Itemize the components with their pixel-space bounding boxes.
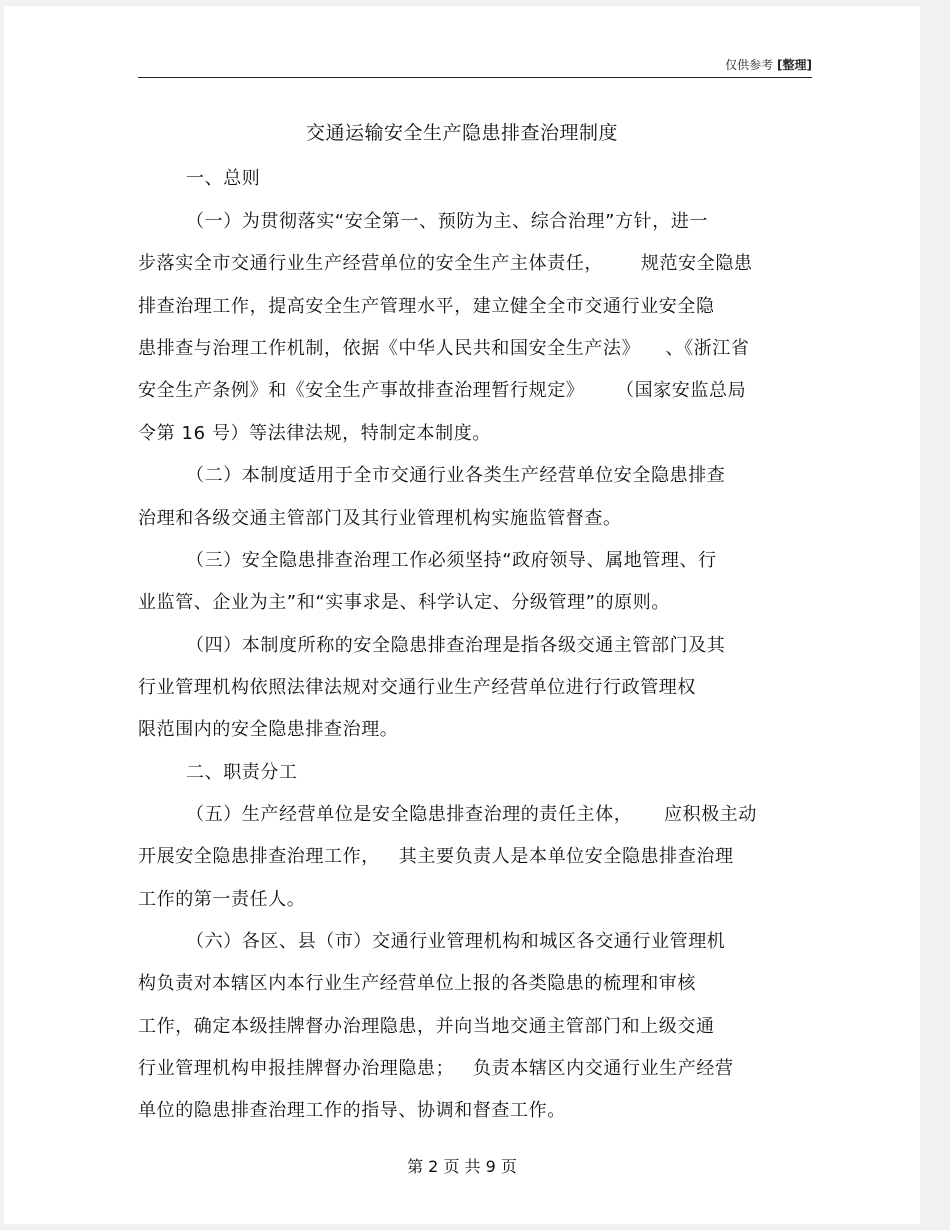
section-heading-general: 一、总则 (186, 168, 261, 189)
paragraph-line: 令第 16 号）等法律法规，特制定本制度。 (138, 423, 491, 444)
section-heading-duties: 二、职责分工 (186, 762, 298, 783)
paragraph-line: 工作，确定本级挂牌督办治理隐患，并向当地交通主管部门和上级交通 (138, 1016, 715, 1037)
paragraph-line: （四）本制度所称的安全隐患排查治理是指各级交通主管部门及其 (186, 635, 726, 656)
paragraph-line: 排查治理工作，提高安全生产管理水平，建立健全全市交通行业安全隐 (138, 296, 715, 317)
paragraph-line: 行业管理机构依照法律法规对交通行业生产经营单位进行行政管理权 (138, 677, 696, 698)
paragraph-line: （三）安全隐患排查治理工作必须坚持“政府领导、属地管理、行 (186, 550, 717, 571)
document-title: 交通运输安全生产隐患排查治理制度 (305, 122, 618, 144)
paragraph-line: （一）为贯彻落实“安全第一、预防为主、综合治理”方针，进一 (186, 211, 709, 232)
paragraph-line: （二）本制度适用于全市交通行业各类生产经营单位安全隐患排查 (186, 465, 726, 486)
paragraph-line: 步落实全市交通行业生产经营单位的安全生产主体责任， 规范安全隐患 (138, 253, 753, 274)
page-number-footer: 第 2 页 共 9 页 (407, 1157, 517, 1176)
paragraph-line: 构负责对本辖区内本行业生产经营单位上报的各类隐患的梳理和审核 (138, 973, 696, 994)
paragraph-line: 业监管、企业为主”和“实事求是、科学认定、分级管理”的原则。 (138, 592, 670, 613)
paragraph-line: 治理和各级交通主管部门及其行业管理机构实施监管督查。 (138, 508, 622, 529)
paragraph-line: 开展安全隐患排查治理工作， 其主要负责人是本单位安全隐患排查治理 (138, 846, 734, 867)
paragraph-line: （六）各区、县（市）交通行业管理机构和城区各交通行业管理机 (186, 931, 726, 952)
paragraph-line: 工作的第一责任人。 (138, 889, 306, 910)
header-bracket-label: [整理] (777, 58, 812, 72)
header-note (725, 56, 812, 73)
paragraph-line: 单位的隐患排查治理工作的指导、协调和督查工作。 (138, 1100, 566, 1121)
paragraph-line: 安全生产条例》和《安全生产事故排查治理暂行规定》 （国家安监总局 (138, 380, 747, 401)
header-note-text: 仅供参考 (725, 58, 774, 72)
paragraph-line: 行业管理机构申报挂牌督办治理隐患； 负责本辖区内交通行业生产经营 (138, 1058, 734, 1079)
paragraph-line: 患排查与治理工作机制，依据《中华人民共和国安全生产法》 、《浙江省 (138, 338, 750, 359)
document-page (4, 6, 920, 1224)
paragraph-line: （五）生产经营单位是安全隐患排查治理的责任主体， 应积极主动 (186, 804, 758, 825)
paragraph-line: 限范围内的安全隐患排查治理。 (138, 719, 399, 740)
header-rule (138, 77, 812, 78)
